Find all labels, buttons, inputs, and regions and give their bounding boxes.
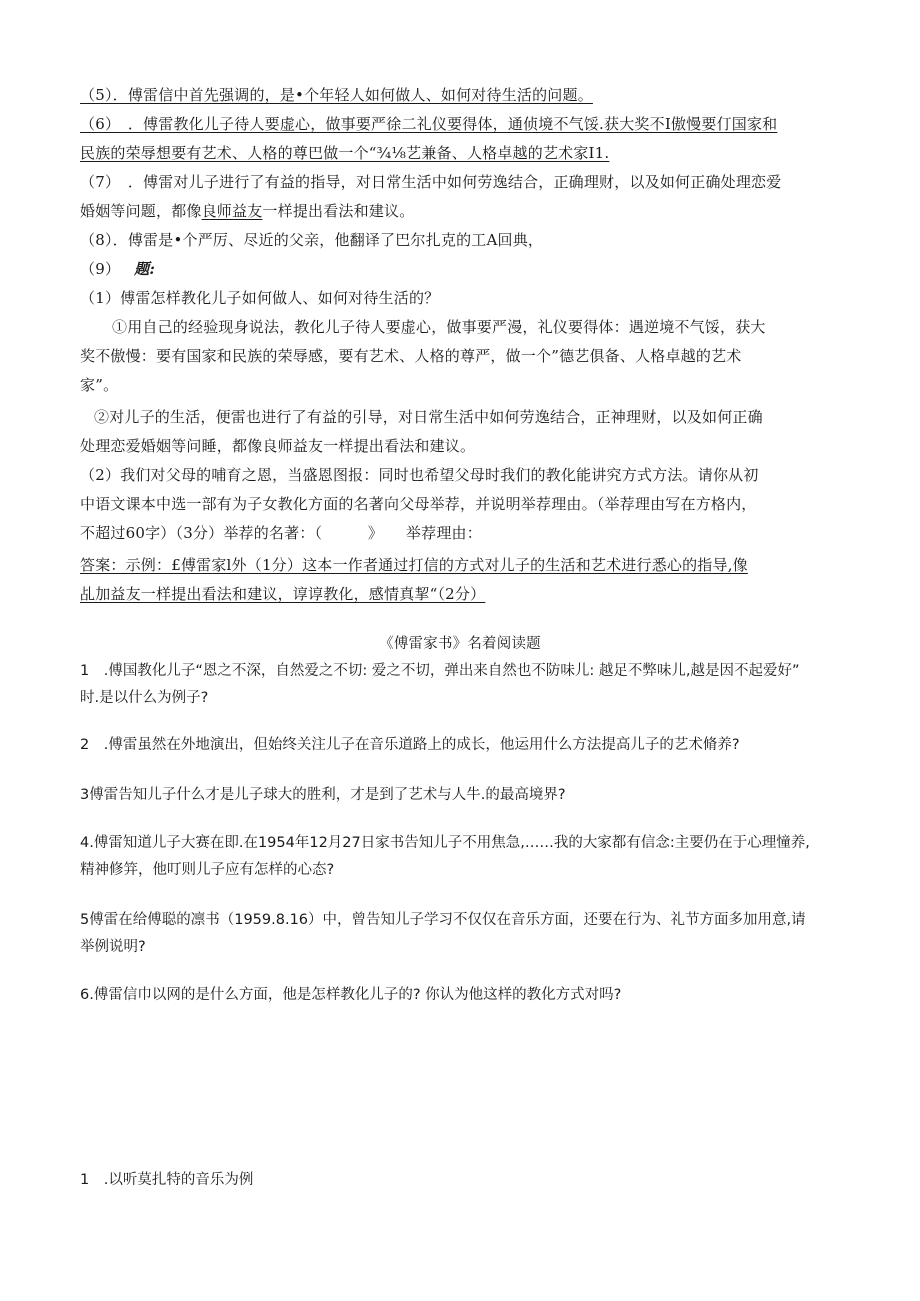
answer-7-line1: （7） ．傅雷对儿子进行了有益的指导，对日常生活中如何劳逸结合，正确理财，以及如何正确处理恋爱 bbox=[80, 173, 782, 191]
answer-6-line1: （6） ．傅雷教化儿子待人要虚心，做事要严徐二礼仪要得体，通侦境不气馁.获大奖不I傲慢要仃国家和 bbox=[80, 115, 778, 133]
reading-section-title: 《傅雷家书》名着阅读题 bbox=[379, 636, 541, 652]
answer-9-number: （9） bbox=[80, 260, 121, 278]
answer-7-text-post: 一样提出看法和建议。 bbox=[262, 202, 415, 220]
question-2-answer-line2: 乩加益友一样提出看法和建议，谆谆教化，感情真挈“（2分） bbox=[80, 585, 486, 603]
answer-9 bbox=[80, 258, 155, 280]
reading-answer-1: 1 .以听莫扎特的音乐为例 bbox=[80, 1172, 254, 1188]
reading-question-1-line1: 1 .傅国教化儿子“恩之不深，自然爱之不切: 爱之不切，弹出来自然也不防味儿: 越足不弊味儿,越是因不起爱好” bbox=[80, 663, 800, 679]
question-2-answer-line1: 答案：示例：£傅雷家l外（1分）这本一作者通过打信的方式对儿子的生活和艺术进行悉心的指导,像 bbox=[80, 556, 748, 574]
question-1-para2-line1: ②对儿子的生活，便雷也进行了有益的引导，对日常生活中如何劳逸结合，正神理财，以及如何正确 bbox=[94, 408, 763, 426]
reading-question-6: 6.傅雷信巾以网的是什么方面，他是怎样教化儿子的? 你认为他这样的教化方式对吗? bbox=[80, 987, 622, 1003]
answer-7-text-pre: 婚姻等问题，都像 bbox=[80, 202, 202, 220]
question-2-line3: 不超过60字）（3分）举荐的名著：（ 》 举荐理由： bbox=[80, 524, 482, 542]
question-2-line2: 中语文课本中选一部有为子女教化方面的名著向父母举荐，并说明举荐理由。（举荐理由写在方格内， bbox=[80, 495, 757, 513]
question-1: （1）傅雷怎样教化儿子如何做人、如何对待生活的？ bbox=[80, 289, 440, 307]
answer-7-underlined: 良师益友 bbox=[201, 202, 263, 220]
reading-question-4-line1: 4.傅雷知道儿子大赛在即.在1954年12月27日家书告知儿子不用焦急,……我的大家都有信念:主要仍在于心理憧养, bbox=[80, 835, 810, 851]
reading-question-5-line2: 举例说明? bbox=[80, 939, 146, 955]
answer-6-line2: 民族的荣辱想要有艺术、人格的尊巴做一个“¾⅛艺兼备、人格卓越的艺术家I1. bbox=[80, 144, 610, 162]
reading-question-2: 2 .傅雷虽然在外地演出，但始终关注儿子在音乐道路上的成长，他运用什么方法提高儿子的艺术脩养? bbox=[80, 737, 740, 753]
answer-8: （8）．傅雷是•个严厉、尽近的父亲，他翻译了巴尔扎克的工A回典， bbox=[80, 231, 544, 249]
question-1-para1-line2: 奖不傲慢：要有国家和民族的荣辱感，要有艺术、人格的尊严，做一个”德艺俱备、人格卓越的艺术 bbox=[80, 347, 742, 365]
reading-question-3: 3傅雷告知儿子什么才是儿子球大的胜利，才是到了艺术与人牛.的最高境界? bbox=[80, 787, 566, 803]
question-1-para2-line2: 处理恋爱婚姻等问睡，都像良师益友一样提出看法和建议。 bbox=[80, 437, 476, 455]
answer-9-label: 题: bbox=[134, 260, 156, 278]
answer-7-line2 bbox=[80, 200, 414, 222]
answer-5: （5）．傅雷信中首先强调的，是•个年轻人如何做人、如何对待生活的问题。 bbox=[80, 86, 593, 104]
reading-question-5-line1: 5傅雷在给傅聪的凛书（1959.8.16）中，曾告知儿子学习不仅仅在音乐方面，还要在行为、礼节方面多加用意,请 bbox=[80, 912, 806, 928]
question-2-line1: （2）我们对父母的哺育之恩，当盛恩图报：同时也希望父母时我们的教化能讲究方式方法。请你从初 bbox=[80, 466, 759, 484]
reading-question-4-line2: 精神修笄，他叮则儿子应有怎样的心态? bbox=[80, 862, 335, 878]
question-1-para1-line1: ①用自己的经验现身说法，教化儿子待人要虚心，做事要严漫，礼仪要得体：遇逆境不气馁，获大 bbox=[112, 318, 766, 336]
question-1-para1-line3: 家”。 bbox=[80, 376, 119, 394]
reading-question-1-line2: 时.是以什么为例子? bbox=[80, 690, 209, 706]
